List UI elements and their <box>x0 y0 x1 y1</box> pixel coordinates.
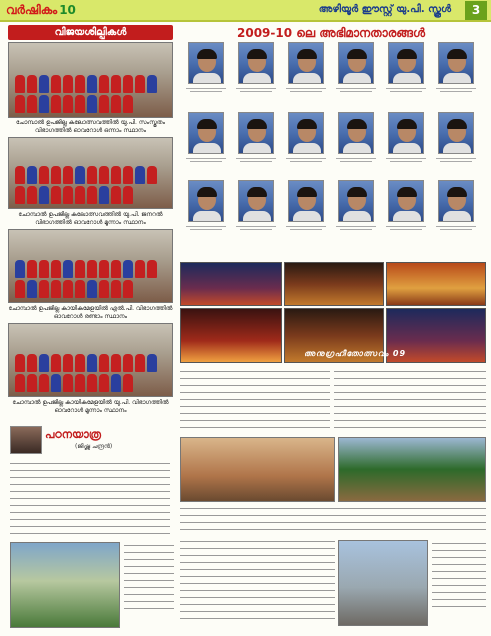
achievers-heading: വിജയശില്പികൾ <box>8 25 173 40</box>
student-name-caption <box>330 156 382 164</box>
student-portrait <box>338 112 374 154</box>
festival-caption: അനുഗ്രഹീതോത്സവം 09 <box>304 349 407 358</box>
group-photo-3-caption: ചോമ്പാൽ ഉപജില്ല കായികമേളയിൽ എൽ.പി. വിഭാഗത്തിൽ ഓവറോൾ രണ്ടാം സ്ഥാനം <box>8 305 173 320</box>
tour-photo-road <box>338 540 428 626</box>
student-portrait <box>288 112 324 154</box>
study-tour-byline: (ജിഷ്ണു ചന്ദ്രൻ) <box>75 443 113 450</box>
tour-text-narrow <box>124 542 174 628</box>
student-portrait <box>438 42 474 84</box>
study-tour-text <box>10 460 170 540</box>
proud-stars-heading: 2009-10 ലെ അഭിമാനതാരങ്ങൾ <box>237 26 426 40</box>
newsletter-brand <box>6 3 76 18</box>
article-column-1 <box>180 368 330 430</box>
stage-photo-4 <box>180 308 282 363</box>
student-portrait <box>438 180 474 222</box>
group-photo-2 <box>8 137 173 209</box>
student-portrait <box>388 42 424 84</box>
stage-photo-2 <box>284 262 384 306</box>
student-name-caption <box>230 156 282 164</box>
group-photo-3 <box>8 229 173 303</box>
study-tour-heading: പഠനയാത്ര <box>45 428 101 441</box>
student-name-caption <box>380 156 432 164</box>
student-name-caption <box>380 86 432 94</box>
student-name-caption <box>180 156 232 164</box>
student-portrait <box>188 42 224 84</box>
tour-photo-garden <box>338 437 486 502</box>
tour-text-right <box>432 540 486 626</box>
student-portrait <box>288 180 324 222</box>
tour-text-middle <box>180 505 486 535</box>
group-photo-1-caption: ചോമ്പാൽ ഉപജില്ല കലോത്സവത്തിൽ യു.പി. സംസ്കൃതം വിഭാഗത്തിൽ ഓവറോൾ ഒന്നാം സ്ഥാനം <box>15 119 166 134</box>
student-portrait <box>388 112 424 154</box>
group-photo-4-caption: ചോമ്പാൽ ഉപജില്ല കായികമേളയിൽ യു.പി. വിഭാഗത്തിൽ ഓവറോൾ മൂന്നാം സ്ഥാനം <box>12 399 169 414</box>
student-name-caption <box>330 86 382 94</box>
student-name-caption <box>230 224 282 232</box>
page-header <box>0 0 491 22</box>
article-column-2 <box>334 368 486 430</box>
author-photo <box>10 426 42 454</box>
group-photo-1 <box>8 42 173 118</box>
student-portrait <box>388 180 424 222</box>
student-name-caption <box>280 156 332 164</box>
student-portrait <box>238 112 274 154</box>
tour-photo-building <box>180 437 335 502</box>
page-number-badge: 3 <box>465 1 487 20</box>
stage-photo-1 <box>180 262 282 306</box>
student-name-caption <box>230 86 282 94</box>
tour-photo-students <box>10 542 120 628</box>
student-portrait <box>238 180 274 222</box>
tour-text-bottom <box>180 538 335 628</box>
group-photo-2-caption: ചോമ്പാൽ ഉപജില്ല കലോത്സവത്തിൽ യു.പി. ജനറൽ വിഭാഗത്തിൽ ഓവറോൾ മൂന്നാം സ്ഥാനം <box>18 211 163 226</box>
student-name-caption <box>180 86 232 94</box>
student-name-caption <box>280 224 332 232</box>
student-name-caption <box>380 224 432 232</box>
brand-title: വർഷികം <box>6 3 58 17</box>
student-portrait <box>188 112 224 154</box>
group-photo-4 <box>8 323 173 397</box>
student-portrait <box>188 180 224 222</box>
issue-number: 10 <box>59 3 76 17</box>
student-name-caption <box>180 224 232 232</box>
student-name-caption <box>280 86 332 94</box>
student-name-caption <box>430 86 482 94</box>
student-portrait <box>288 42 324 84</box>
student-portrait <box>238 42 274 84</box>
student-name-caption <box>430 156 482 164</box>
student-name-caption <box>330 224 382 232</box>
school-name: അഴിയൂർ ഈസ്റ്റ് യു.പി. സ്കൂൾ <box>318 4 451 15</box>
stage-photo-3 <box>386 262 486 306</box>
student-portrait <box>438 112 474 154</box>
student-portrait <box>338 42 374 84</box>
student-portrait <box>338 180 374 222</box>
student-name-caption <box>430 224 482 232</box>
